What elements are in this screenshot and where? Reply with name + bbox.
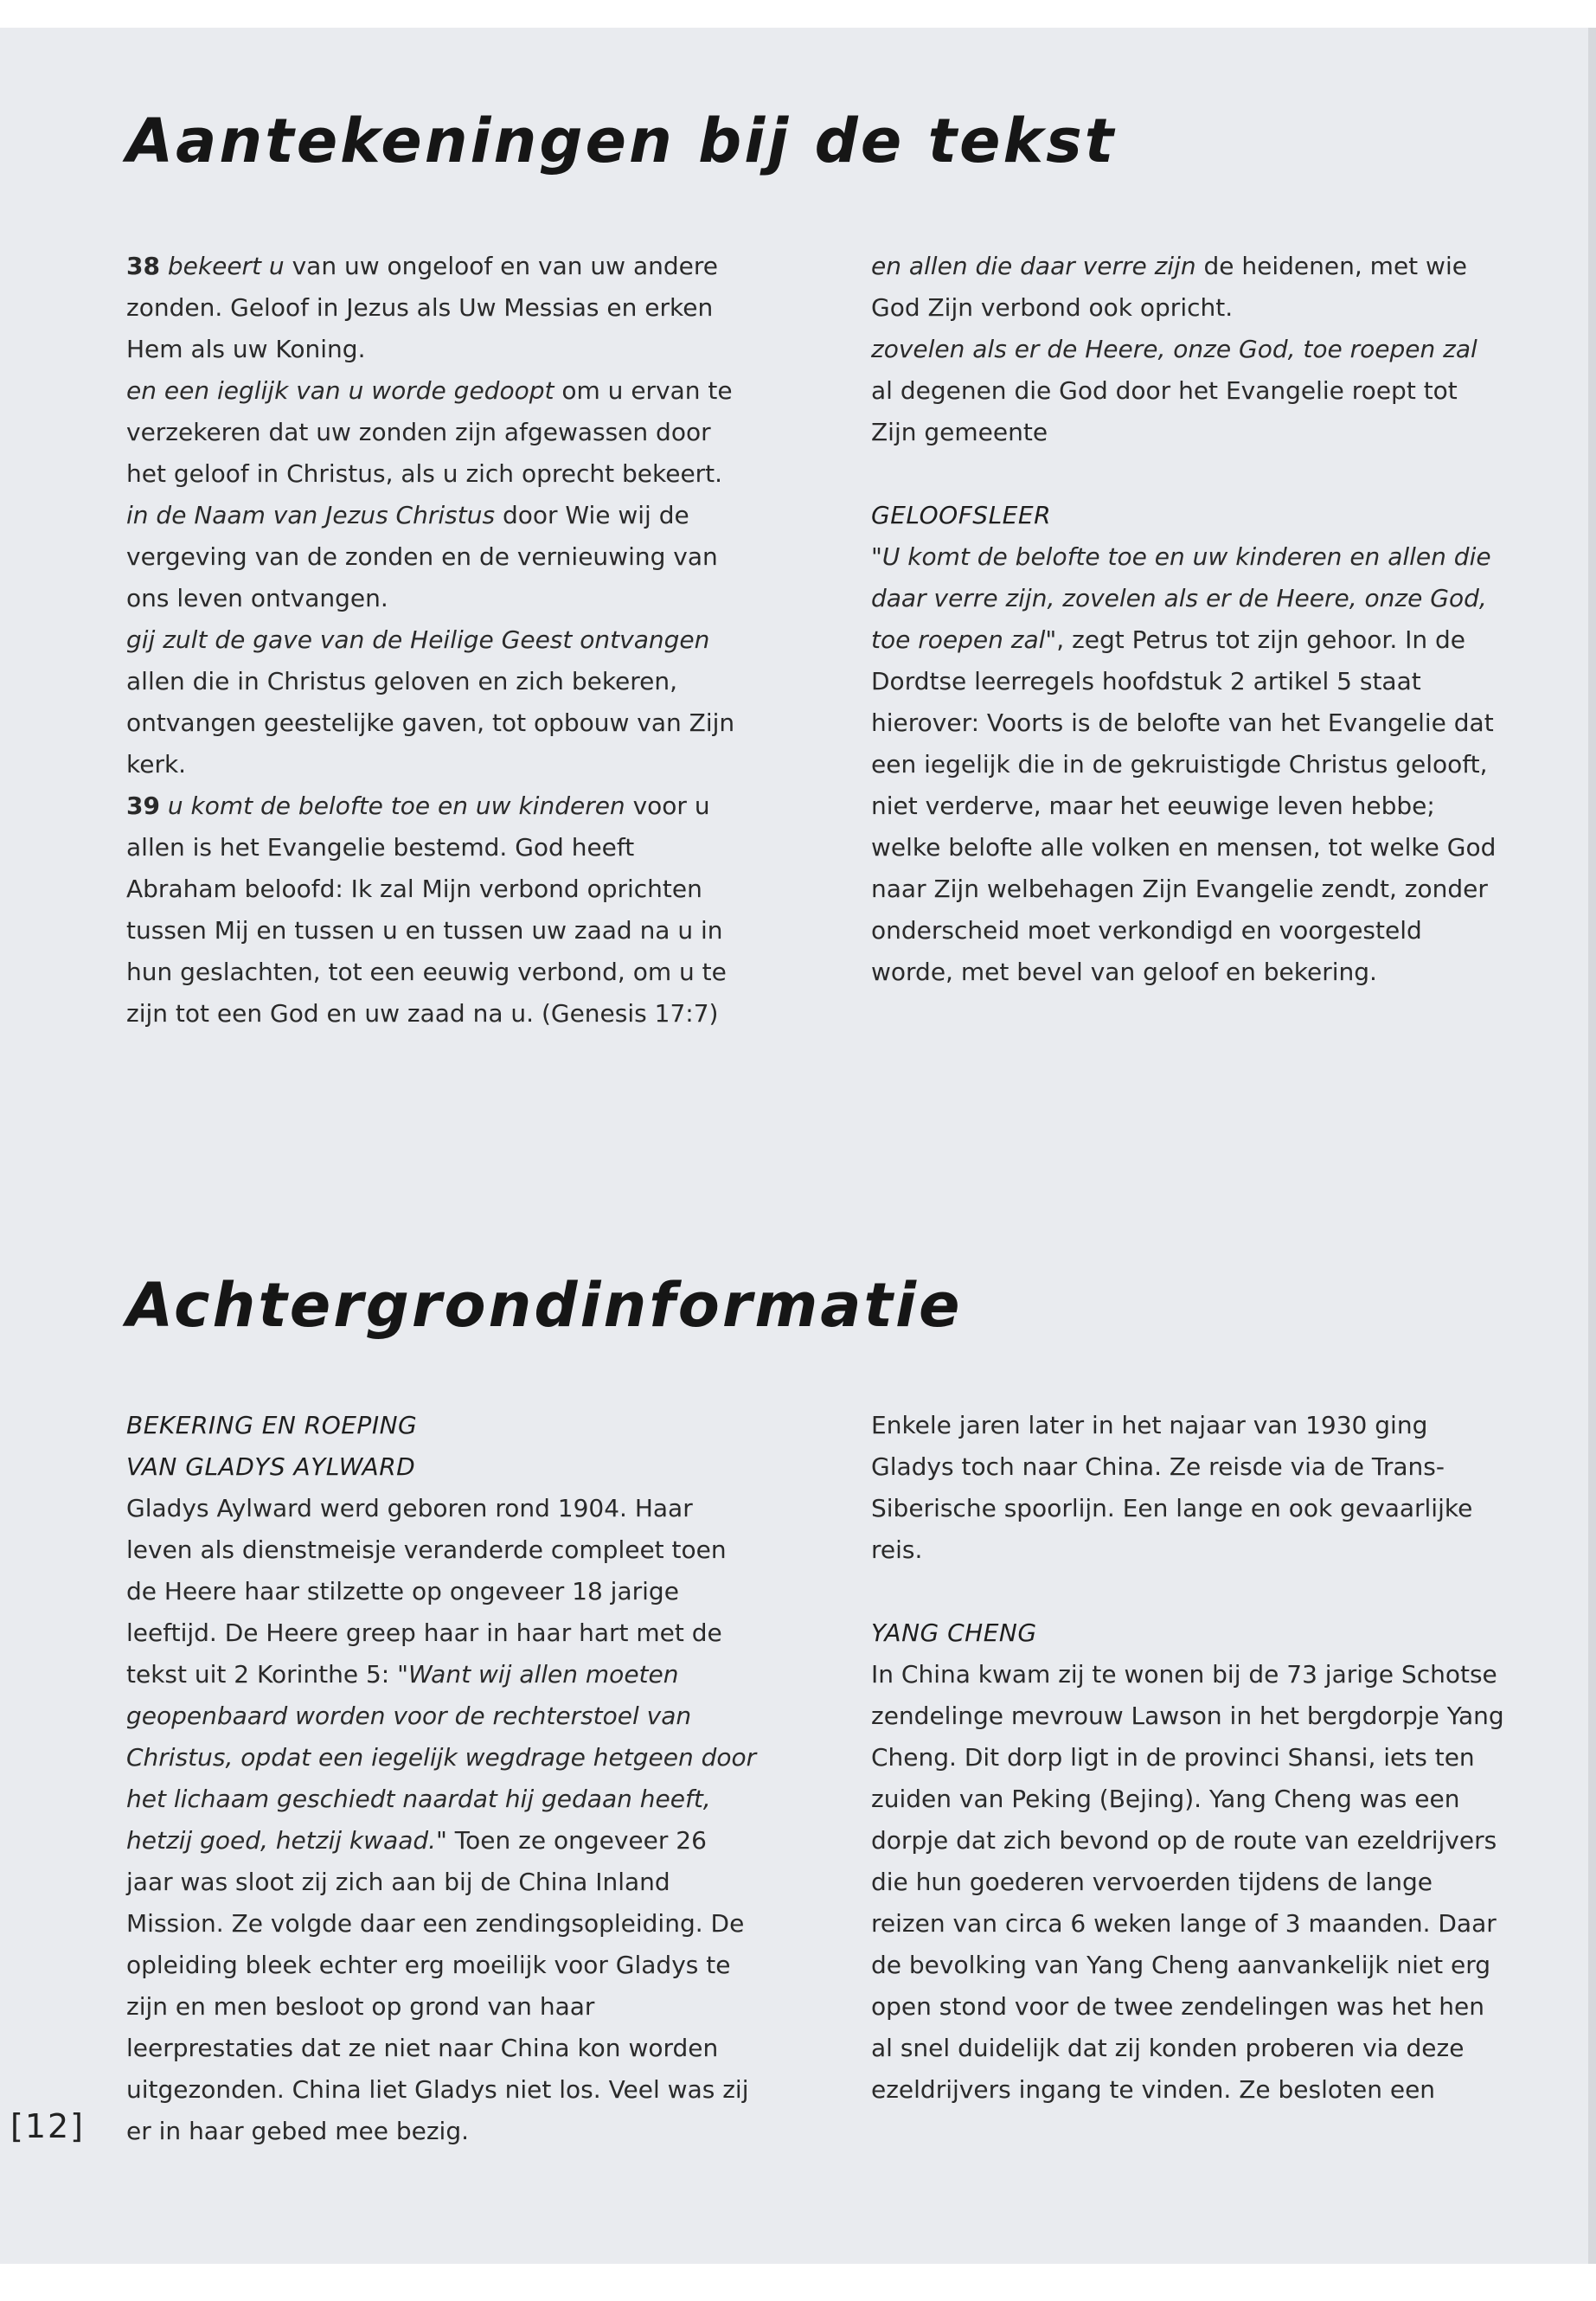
page-edge [1588, 28, 1596, 2264]
doctrine-text: , zegt Petrus tot zijn gehoor. In de Dordtse leerregels hoofdstuk 2 artikel 5 staat hierover: Voorts is de belofte van het Evangelie dat een iegelijk die in de gekruistigde Christus gelooft, niet verderve, maar het eeuwige leven hebbe; welke belofte alle volken en mensen, tot welke God naar Zijn welbehagen Zijn Evangelie zendt, zonder onderscheid moet verkondigd en voorgesteld worde, met bevel van geloof en bekering. [871, 625, 1497, 986]
note-called [871, 329, 1503, 453]
doctrine-paragraph [871, 536, 1503, 993]
note-38-term: bekeert u [167, 252, 285, 280]
note-called-term: zovelen als er de Heere, onze God, toe roepen zal [871, 335, 1477, 363]
doctrine-quote: "U komt de belofte toe en uw kinderen en allen die daar verre zijn, zovelen als er de Heere, onze God, toe roepen zal" [871, 542, 1491, 654]
background-left-column [126, 1405, 758, 2152]
note-spirit-term: gij zult de gave van de Heilige Geest ontvangen [126, 625, 710, 654]
note-spirit-text: allen die in Christus geloven en zich bekeren, ontvangen geestelijke gaven, tot opbouw van Zijn kerk. [126, 667, 735, 779]
note-far-term: en allen die daar verre zijn [871, 252, 1196, 280]
note-spirit [126, 619, 746, 785]
page-number: [12] [10, 2107, 86, 2145]
background-left-text-1: Gladys Aylward werd geboren rond 1904. Haar leven als dienstmeisje veranderde compleet toen de Heere haar stilzette op ongeveer 18 jarige leeftijd. De Heere greep haar in haar hart met de tekst uit 2 Korinthe 5: [126, 1494, 727, 1689]
background-subheading-2: VAN GLADYS AYLWARD [126, 1452, 416, 1481]
note-38 [126, 246, 746, 370]
background-left-quote: "Want wij allen moeten geopenbaard worden voor de rechterstoel van Christus, opdat een iegelijk wegdrage hetgeen door het lichaam geschiedt naardat hij gedaan heeft, hetzij goed, hetzij kwaad." [126, 1660, 757, 1855]
note-baptism [126, 370, 746, 495]
verse-number-39: 39 [126, 792, 160, 820]
note-name-text: door Wie wij de vergeving van de zonden en de vernieuwing van ons leven ontvangen. [126, 501, 718, 612]
yang-cheng-heading: YANG CHENG [871, 1618, 1037, 1647]
verse-number-38: 38 [126, 252, 160, 280]
note-called-text: al degenen die God door het Evangelie roept tot Zijn gemeente [871, 376, 1458, 446]
notes-left-column [126, 246, 746, 1035]
background-subheading-1: BEKERING EN ROEPING [126, 1411, 418, 1439]
notes-right-column [871, 246, 1503, 993]
note-far-text: de heidenen, met wie God Zijn verbond ook opricht. [871, 252, 1467, 322]
note-39-term: u komt de belofte toe en uw kinderen [167, 792, 625, 820]
note-name-term: in de Naam van Jezus Christus [126, 501, 496, 529]
background-right-column [871, 1405, 1508, 2111]
background-right-paragraph-2: In China kwam zij te wonen bij de 73 jarige Schotse zendelinge mevrouw Lawson in het bergdorpje Yang Cheng. Dit dorp ligt in de provinci Shansi, iets ten zuiden van Peking (Bejing). Yang Cheng was een dorpje dat zich bevond op de route van ezeldrijvers die hun goederen vervoerden tijdens de lange reizen van circa 6 weken lange of 3 maanden. Daar de bevolking van Yang Cheng aanvankelijk niet erg open stond voor de twee zendelingen was het hen al snel duidelijk dat zij konden proberen via deze ezeldrijvers ingang te vinden. Ze besloten een [871, 1660, 1504, 2104]
background-left-paragraph [126, 1488, 758, 2152]
note-far [871, 246, 1503, 329]
doctrine-heading: GELOOFSLEER [871, 501, 1052, 529]
note-baptism-term: en een ieglijk van u worde gedoopt [126, 376, 554, 405]
spacer [871, 453, 1503, 495]
notes-heading: Aantekeningen bij de tekst [126, 106, 1117, 176]
note-name [126, 495, 746, 619]
spacer [871, 1571, 1508, 1612]
note-38-text: van uw ongeloof en van uw andere zonden. Geloof in Jezus als Uw Messias en erken Hem als uw Koning. [126, 252, 719, 363]
note-baptism-text: om u ervan te verzekeren dat uw zonden zijn afgewassen door het geloof in Christus, als u zich oprecht bekeert. [126, 376, 733, 488]
note-39-text: voor u allen is het Evangelie bestemd. God heeft Abraham beloofd: Ik zal Mijn verbond oprichten tussen Mij en tussen u en tussen uw zaad na u in hun geslachten, tot een eeuwig verbond, om u te zijn tot een God en uw zaad na u. (Genesis 17:7) [126, 792, 727, 1028]
note-39 [126, 785, 746, 1035]
background-right-paragraph-1: Enkele jaren later in het najaar van 1930 ging Gladys toch naar China. Ze reisde via de Trans-Siberische spoorlijn. Een lange en ook gevaarlijke reis. [871, 1411, 1473, 1564]
background-left-text-2: Toen ze ongeveer 26 jaar was sloot zij zich aan bij de China Inland Mission. Ze volgde daar een zendingsopleiding. De opleiding bleek echter erg moeilijk voor Gladys te zijn en men besloot op grond van haar leerprestaties dat ze niet naar China kon worden uitgezonden. China liet Gladys niet los. Veel was zij er in haar gebed mee bezig. [126, 1826, 749, 2145]
background-heading: Achtergrondinformatie [126, 1270, 963, 1341]
